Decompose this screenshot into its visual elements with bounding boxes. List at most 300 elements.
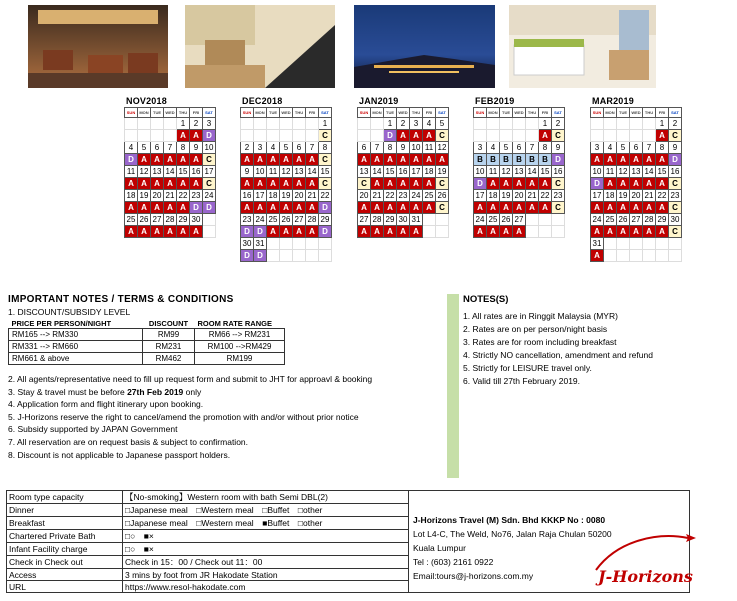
calendar-date: 1 (656, 118, 669, 130)
calendar-date: 16 (397, 166, 410, 178)
calendar-date (656, 238, 669, 250)
agent-company: J-Horizons Travel (M) Sdn. Bhd KKKP No : 0080 (413, 515, 606, 525)
calendar-date: 13 (358, 166, 371, 178)
calendar-date: 26 (138, 214, 151, 226)
info-label: Infant Facility charge (7, 543, 123, 556)
calendar-status: A (254, 154, 267, 166)
weekday-header: MON (604, 108, 617, 118)
calendar-status: D (203, 202, 216, 214)
calendar-status: A (267, 202, 280, 214)
calendar-date (591, 118, 604, 130)
calendar-status: A (630, 202, 643, 214)
calendar-date: 4 (267, 142, 280, 154)
calendar-date (617, 118, 630, 130)
calendar-date (203, 214, 216, 226)
calendar-date: 22 (539, 190, 552, 202)
calendar-status: A (617, 202, 630, 214)
terms-item: 7. All reservation are on request basis & subject to confirmation. (8, 436, 249, 447)
calendar-date: 2 (552, 118, 565, 130)
calendar-status: A (280, 154, 293, 166)
calendar-date: 8 (319, 142, 332, 154)
calendar-date: 24 (410, 190, 423, 202)
calendar-status: A (513, 202, 526, 214)
calendar-status: A (656, 154, 669, 166)
calendar-date (306, 238, 319, 250)
calendar-date: 29 (384, 214, 397, 226)
guest-room-photo (509, 5, 656, 88)
terms-item: 3. Stay & travel must be before 27th Feb 2019 only (8, 386, 202, 397)
url-link[interactable]: https://www.resol-hakodate.com (123, 581, 409, 593)
calendar-status: A (190, 226, 203, 238)
calendar-status: A (591, 202, 604, 214)
calendar-status: C (669, 202, 682, 214)
calendar-status (306, 130, 319, 142)
calendar-date (487, 118, 500, 130)
calendar-status: A (617, 154, 630, 166)
terms-item: 4. Application form and flight itinerary upon booking. (8, 399, 204, 410)
discount-header-price: PRICE PER PERSON/NIGHT (11, 319, 112, 328)
weekday-header: SAT (203, 108, 216, 118)
calendar-status (138, 130, 151, 142)
weekday-header: SAT (669, 108, 682, 118)
calendar-date: 17 (591, 190, 604, 202)
calendar-date: 16 (241, 190, 254, 202)
calendar-date: 22 (384, 190, 397, 202)
weekday-header: WED (397, 108, 410, 118)
calendar-status: C (203, 178, 216, 190)
calendar-status (656, 250, 669, 262)
calendar-date (293, 118, 306, 130)
calendar-date: 7 (371, 142, 384, 154)
calendar-status: A (280, 226, 293, 238)
info-value: 【No-smoking】Western room with bath Semi DBL(2) (123, 491, 409, 504)
calendar-date: 5 (500, 142, 513, 154)
calendar-grid (124, 107, 216, 238)
calendar-status: A (526, 202, 539, 214)
calendar-status: A (293, 178, 306, 190)
calendar-date (423, 214, 436, 226)
calendar-status (267, 250, 280, 262)
calendar-status: A (384, 178, 397, 190)
calendar-status: A (539, 130, 552, 142)
calendar-status (591, 130, 604, 142)
info-label: Breakfast (7, 517, 123, 530)
calendar-date (306, 118, 319, 130)
calendar-date: 22 (319, 190, 332, 202)
calendar-date: 20 (293, 190, 306, 202)
weekday-header: WED (280, 108, 293, 118)
calendar-status: D (669, 154, 682, 166)
calendar-status: C (552, 130, 565, 142)
calendar-status: D (241, 250, 254, 262)
calendar-date: 10 (591, 166, 604, 178)
weekday-header: TUE (384, 108, 397, 118)
info-value: □Japanese meal □Western meal ■Buffet □other (123, 517, 409, 530)
calendar-status: A (138, 178, 151, 190)
notes-panel (447, 294, 735, 478)
logo-text: J-Horizons (598, 567, 693, 586)
note-item: 2. Rates are on per person/night basis (463, 324, 608, 334)
calendar-status: A (539, 178, 552, 190)
discount-cell: RM462 (143, 353, 195, 365)
calendar-date: 19 (617, 190, 630, 202)
calendar-date (643, 238, 656, 250)
discount-cell: RM199 (195, 353, 285, 365)
calendar-date: 9 (552, 142, 565, 154)
info-label: Room type capacity (7, 491, 123, 504)
calendar-status (280, 130, 293, 142)
calendar-status (241, 130, 254, 142)
calendar-status: A (267, 178, 280, 190)
calendar-date: 20 (630, 190, 643, 202)
discount-cell: RM661 & above (9, 353, 143, 365)
calendar-status: D (319, 226, 332, 238)
calendar-date (474, 118, 487, 130)
terms-item: 6. Subsidy supported by JAPAN Government (8, 424, 178, 435)
j-horizons-logo-mark (588, 530, 698, 592)
weekday-header: TUE (617, 108, 630, 118)
calendar-date: 7 (526, 142, 539, 154)
calendar-status: A (384, 202, 397, 214)
restaurant-photo-image (28, 5, 168, 88)
calendar-status: A (306, 154, 319, 166)
calendar-status: C (669, 130, 682, 142)
calendar-date: 31 (254, 238, 267, 250)
weekday-header: MON (254, 108, 267, 118)
calendar-status: A (138, 202, 151, 214)
calendar-date: 26 (280, 214, 293, 226)
calendar-status (500, 130, 513, 142)
calendar-date: 25 (604, 214, 617, 226)
calendar-date: 30 (190, 214, 203, 226)
note-item: 4. Strictly NO cancellation, amendment and refund (463, 350, 653, 360)
calendar-status: B (513, 154, 526, 166)
calendar-date: 28 (306, 214, 319, 226)
weekday-header: THU (177, 108, 190, 118)
weekday-header: SUN (591, 108, 604, 118)
calendar-date (604, 118, 617, 130)
calendar-date (526, 118, 539, 130)
calendar-status: A (410, 178, 423, 190)
calendar-date (151, 118, 164, 130)
discount-subtitle: 1. DISCOUNT/SUBSIDY LEVEL (8, 307, 131, 317)
calendar-status: A (397, 154, 410, 166)
info-label: URL (7, 581, 123, 593)
discount-header-range: ROOM RATE RANGE (197, 319, 272, 328)
calendar-date: 7 (643, 142, 656, 154)
calendar-status (436, 226, 449, 238)
calendar-date: 29 (656, 214, 669, 226)
calendar-date: 8 (384, 142, 397, 154)
calendar-date (280, 238, 293, 250)
calendar-date: 23 (241, 214, 254, 226)
calendar-status: A (591, 250, 604, 262)
calendar-status: A (177, 178, 190, 190)
weekday-header: FRI (656, 108, 669, 118)
calendar-date (436, 214, 449, 226)
lounge-photo-image (185, 5, 335, 88)
calendar-status: A (371, 226, 384, 238)
calendar-date: 15 (177, 166, 190, 178)
discount-cell: RM165 --> RM330 (9, 329, 143, 341)
calendar-status: A (358, 226, 371, 238)
calendar-date: 2 (241, 142, 254, 154)
agent-email: Email:tours@j-horizons.com.my (413, 571, 534, 581)
calendar-date: 12 (138, 166, 151, 178)
calendar-status: D (203, 130, 216, 142)
calendar-date: 6 (151, 142, 164, 154)
weekday-header: SUN (474, 108, 487, 118)
calendar-date: 17 (254, 190, 267, 202)
weekday-header: SAT (319, 108, 332, 118)
calendar-date: 10 (203, 142, 216, 154)
calendar-date: 27 (630, 214, 643, 226)
calendar-status: A (151, 202, 164, 214)
calendar-date: 13 (293, 166, 306, 178)
calendar-date: 18 (125, 190, 138, 202)
calendar-date (164, 118, 177, 130)
calendar-status: A (306, 178, 319, 190)
calendar-date: 31 (410, 214, 423, 226)
calendar-status (280, 250, 293, 262)
calendar-status (164, 130, 177, 142)
calendar-date: 5 (138, 142, 151, 154)
calendar-status: A (604, 202, 617, 214)
calendar-status: A (410, 130, 423, 142)
calendar-status: A (177, 154, 190, 166)
calendar-status: A (656, 202, 669, 214)
calendar-status (254, 130, 267, 142)
calendar-date: 4 (604, 142, 617, 154)
calendar-status (604, 130, 617, 142)
calendar-status: A (241, 178, 254, 190)
calendar-status: A (164, 178, 177, 190)
terms-item: 2. All agents/representative need to fill up request form and submit to JHT for approavl & booking (8, 374, 373, 384)
discount-cell: RM100 -->RM429 (195, 341, 285, 353)
calendar-status (371, 130, 384, 142)
agent-address-line: Lot L4-C, The Weld, No76, Jalan Raja Chulan 50200 (413, 529, 612, 539)
calendar-date (552, 214, 565, 226)
calendar-status: A (474, 226, 487, 238)
calendar-date: 30 (241, 238, 254, 250)
calendar-status: A (397, 130, 410, 142)
calendar-date: 28 (371, 214, 384, 226)
calendar-status (487, 130, 500, 142)
calendar-status: A (513, 178, 526, 190)
calendar-status: A (254, 178, 267, 190)
calendar-status: A (643, 178, 656, 190)
calendar-grid (357, 107, 449, 238)
calendar-date: 21 (643, 190, 656, 202)
weekday-header: SAT (436, 108, 449, 118)
calendar-date: 4 (487, 142, 500, 154)
calendar-status: C (669, 178, 682, 190)
info-label: Chartered Private Bath (7, 530, 123, 543)
calendar-status: A (397, 178, 410, 190)
calendar-date (630, 118, 643, 130)
calendar-date: 6 (293, 142, 306, 154)
calendar-status: A (241, 202, 254, 214)
weekday-header: THU (410, 108, 423, 118)
weekday-header: TUE (500, 108, 513, 118)
calendar-date: 3 (254, 142, 267, 154)
calendar-status: A (487, 202, 500, 214)
calendar-status: A (358, 154, 371, 166)
calendar-status: A (190, 178, 203, 190)
calendar-date: 11 (423, 142, 436, 154)
calendar-date: 29 (177, 214, 190, 226)
calendar-date (604, 238, 617, 250)
calendar-date: 14 (643, 166, 656, 178)
calendar-status (617, 130, 630, 142)
note-item: 3. Rates are for room including breakfast (463, 337, 617, 347)
calendar-status: A (241, 154, 254, 166)
calendar-date: 10 (410, 142, 423, 154)
calendar-date: 10 (474, 166, 487, 178)
calendar-date: 15 (539, 166, 552, 178)
calendar-date: 19 (138, 190, 151, 202)
calendar-status (293, 130, 306, 142)
calendar-status: A (604, 178, 617, 190)
calendar-date: 11 (604, 166, 617, 178)
weekday-header: MON (138, 108, 151, 118)
calendar-status: A (591, 154, 604, 166)
terms-item: 8. Discount is not applicable to Japanese passport holders. (8, 449, 231, 460)
calendar-status: C (436, 130, 449, 142)
info-row (7, 491, 690, 504)
calendar-month-title: JAN2019 (359, 96, 399, 106)
calendar-date: 19 (280, 190, 293, 202)
weekday-header: SUN (125, 108, 138, 118)
calendar-status: A (410, 202, 423, 214)
agent-phone: Tel : (603) 2161 0922 (413, 557, 494, 567)
calendar-status: A (293, 226, 306, 238)
calendar-status: A (539, 202, 552, 214)
calendar-status: A (306, 202, 319, 214)
calendar-status (125, 130, 138, 142)
restaurant-photo (28, 5, 168, 88)
calendar-date: 21 (526, 190, 539, 202)
calendar-date: 11 (267, 166, 280, 178)
note-item: 1. All rates are in Ringgit Malaysia (MYR) (463, 311, 618, 321)
calendar-date (371, 118, 384, 130)
calendar-date: 27 (513, 214, 526, 226)
calendar-date: 14 (164, 166, 177, 178)
calendar-status: A (177, 226, 190, 238)
calendar-status: A (397, 202, 410, 214)
discount-cell: RM66 --> RM231 (195, 329, 285, 341)
important-notes-title: IMPORTANT NOTES / TERMS & CONDITIONS (8, 294, 234, 305)
j-horizons-logo (588, 530, 698, 592)
calendar-status: A (630, 154, 643, 166)
calendar-grid (590, 107, 682, 262)
calendar-date (617, 238, 630, 250)
calendar-status: A (630, 226, 643, 238)
weekday-header: SUN (358, 108, 371, 118)
calendar-date (319, 238, 332, 250)
calendar-date: 3 (410, 118, 423, 130)
calendar-status: A (151, 226, 164, 238)
info-value: □○ ■× (123, 530, 409, 543)
calendar-status (643, 250, 656, 262)
discount-table (8, 319, 285, 365)
info-value: 3 mins by foot from JR Hakodate Station (123, 569, 409, 581)
calendar-date: 2 (397, 118, 410, 130)
note-item: 6. Valid till 27th February 2019. (463, 376, 581, 386)
calendar-date (293, 238, 306, 250)
weekday-header: MON (371, 108, 384, 118)
weekday-header: FRI (306, 108, 319, 118)
calendar-status: A (604, 154, 617, 166)
calendar-status: C (319, 154, 332, 166)
calendar-date: 26 (617, 214, 630, 226)
calendar-date: 15 (656, 166, 669, 178)
discount-row (9, 353, 285, 365)
calendar-date: 29 (319, 214, 332, 226)
calendar-date: 21 (306, 190, 319, 202)
calendar-date: 20 (513, 190, 526, 202)
calendar-status: C (436, 178, 449, 190)
terms-list (8, 373, 372, 461)
calendar-status: A (177, 130, 190, 142)
calendar-status: A (267, 226, 280, 238)
calendar-date: 28 (643, 214, 656, 226)
calendar-status: A (643, 154, 656, 166)
calendar-date: 20 (358, 190, 371, 202)
weekday-header: MON (487, 108, 500, 118)
calendar-date (500, 118, 513, 130)
calendar-date: 23 (552, 190, 565, 202)
calendar-status: A (513, 226, 526, 238)
calendar-status: D (552, 154, 565, 166)
calendar-status (513, 130, 526, 142)
calendar-status: A (293, 202, 306, 214)
guest-room-photo-image (509, 5, 656, 88)
calendar-date: 20 (151, 190, 164, 202)
weekday-header: SUN (241, 108, 254, 118)
calendar-feb2019 (473, 96, 565, 238)
calendar-status (293, 250, 306, 262)
calendar-date: 14 (526, 166, 539, 178)
calendar-status: A (280, 178, 293, 190)
calendar-date: 14 (371, 166, 384, 178)
calendar-status: D (254, 250, 267, 262)
calendar-status: A (423, 154, 436, 166)
calendar-status: D (591, 178, 604, 190)
calendar-date: 12 (617, 166, 630, 178)
calendar-date: 9 (397, 142, 410, 154)
calendar-status: D (384, 130, 397, 142)
calendar-status: A (423, 130, 436, 142)
calendar-date: 15 (384, 166, 397, 178)
calendar-status: A (487, 226, 500, 238)
calendar-date: 18 (604, 190, 617, 202)
calendar-status: A (371, 178, 384, 190)
calendar-status (630, 130, 643, 142)
calendar-status (203, 226, 216, 238)
info-value: Check in 15：00 / Check out 11：00 (123, 556, 409, 569)
calendar-date: 24 (254, 214, 267, 226)
calendar-date: 30 (397, 214, 410, 226)
calendar-status: B (526, 154, 539, 166)
calendar-status: A (267, 154, 280, 166)
calendar-date: 1 (319, 118, 332, 130)
calendar-date: 7 (164, 142, 177, 154)
calendar-date: 13 (151, 166, 164, 178)
calendar-status: D (319, 202, 332, 214)
calendar-date: 22 (177, 190, 190, 202)
calendar-date (539, 214, 552, 226)
